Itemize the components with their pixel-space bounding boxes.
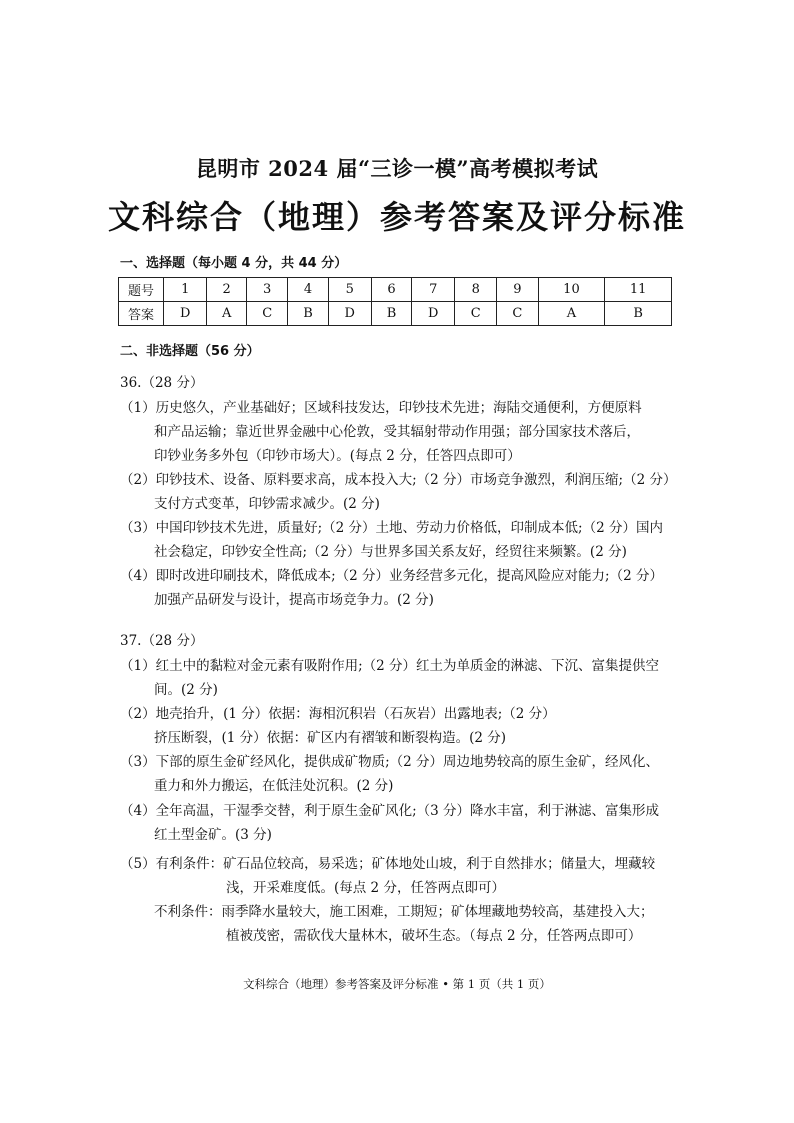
- q36-answer-2-line: （2）印钞技术、设备、原料要求高，成本投入大;（2 分）市场竞争激烈，利润压缩;（2 分）: [120, 472, 677, 488]
- exam-title: 昆明市 2024 届“三诊一模”高考模拟考试: [195, 156, 599, 181]
- question-number: 6: [371, 278, 411, 302]
- question-36-heading: 36.（28 分）: [120, 375, 204, 391]
- answer-cell: A: [538, 302, 605, 326]
- q36-answer-3-line: （3）中国印钞技术先进，质量好;（2 分）土地、劳动力价格低，印制成本低;（2 分）国内: [120, 520, 663, 536]
- question-number: 10: [538, 278, 605, 302]
- row-label: 题号: [119, 278, 164, 302]
- q37-answer-3-line: （3）下部的原生金矿经风化，提供成矿物质;（2 分）周边地势较高的原生金矿，经风化、: [120, 754, 660, 770]
- section1-heading: 一、选择题（每小题 4 分，共 44 分）: [120, 256, 348, 271]
- answer-table: [118, 277, 672, 326]
- answer-cell: B: [605, 302, 672, 326]
- question-number: 1: [164, 278, 207, 302]
- q36-answer-4-line: （4）即时改进印刷技术，降低成本;（2 分）业务经营多元化，提高风险应对能力;（2 分）: [120, 568, 663, 584]
- question-number: 3: [246, 278, 288, 302]
- q37-answer-4-line: 红土型金矿。(3 分): [154, 827, 272, 843]
- question-number: 2: [207, 278, 246, 302]
- question-37-heading: 37.（28 分）: [120, 633, 204, 649]
- question-number: 11: [605, 278, 672, 302]
- q36-answer-1-line: （1）历史悠久，产业基础好；区域科技发达，印钞技术先进；海陆交通便利，方便原料: [120, 400, 642, 416]
- q37-answer-5-line: 浅，开采难度低。(每点 2 分，任答两点即可）: [226, 880, 505, 896]
- answer-cell: A: [207, 302, 246, 326]
- document-title: 文科综合（地理）参考答案及评分标准: [107, 198, 686, 236]
- question-number: 7: [412, 278, 455, 302]
- q37-answer-5-line: （5）有利条件：矿石品位较高，易采选；矿体地处山坡，利于自然排水；储量大，埋藏较: [120, 856, 656, 872]
- answer-cell: B: [288, 302, 328, 326]
- answer-row: [119, 302, 672, 326]
- page-footer: 文科综合（地理）参考答案及评分标准 • 第 1 页（共 1 页）: [243, 977, 551, 991]
- q36-answer-4-line: 加强产品研发与设计，提高市场竞争力。(2 分): [154, 592, 434, 608]
- q37-answer-2-line: （2）地壳抬升，(1 分）依据：海相沉积岩（石灰岩）出露地表;（2 分）: [120, 706, 556, 722]
- q36-answer-1-line: 印钞业务多外包（印钞市场大）。(每点 2 分，任答四点即可）: [154, 448, 521, 464]
- q37-answer-1-line: 间。(2 分): [154, 682, 218, 698]
- answer-cell: D: [328, 302, 371, 326]
- q36-answer-1-line: 和产品运输；靠近世界金融中心伦敦，受其辐射带动作用强；部分国家技术落后，: [154, 424, 640, 440]
- question-number-row: [119, 278, 672, 302]
- question-number: 8: [455, 278, 497, 302]
- q37-answer-5-line: 植被茂密，需砍伐大量林木，破坏生态。（每点 2 分，任答两点即可）: [226, 928, 642, 944]
- q37-answer-4-line: （4）全年高温，干湿季交替，利于原生金矿风化;（3 分）降水丰富，利于淋滤、富集形成: [120, 803, 660, 819]
- q37-answer-5-line: 不利条件：雨季降水量较大，施工困难，工期短；矿体埋藏地势较高，基建投入大；: [154, 904, 654, 920]
- question-number: 9: [497, 278, 539, 302]
- answer-cell: D: [164, 302, 207, 326]
- q36-answer-3-line: 社会稳定，印钞安全性高;（2 分）与世界多国关系友好，经贸往来频繁。(2 分): [154, 544, 627, 560]
- q36-answer-2-line: 支付方式变革，印钞需求减少。(2 分): [154, 496, 380, 512]
- q37-answer-2-line: 挤压断裂，(1 分）依据：矿区内有褶皱和断裂构造。(2 分): [154, 730, 507, 746]
- answer-cell: C: [455, 302, 497, 326]
- section2-heading: 二、非选择题（56 分）: [120, 344, 260, 359]
- q37-answer-1-line: （1）红土中的黏粒对金元素有吸附作用;（2 分）红土为单质金的淋滤、下沉、富集提供空: [120, 658, 660, 674]
- q37-answer-3-line: 重力和外力搬运，在低洼处沉积。(2 分): [154, 778, 394, 794]
- row-label: 答案: [119, 302, 164, 326]
- answer-cell: D: [412, 302, 455, 326]
- answer-cell: C: [497, 302, 539, 326]
- question-number: 4: [288, 278, 328, 302]
- answer-cell: C: [246, 302, 288, 326]
- answer-cell: B: [371, 302, 411, 326]
- question-number: 5: [328, 278, 371, 302]
